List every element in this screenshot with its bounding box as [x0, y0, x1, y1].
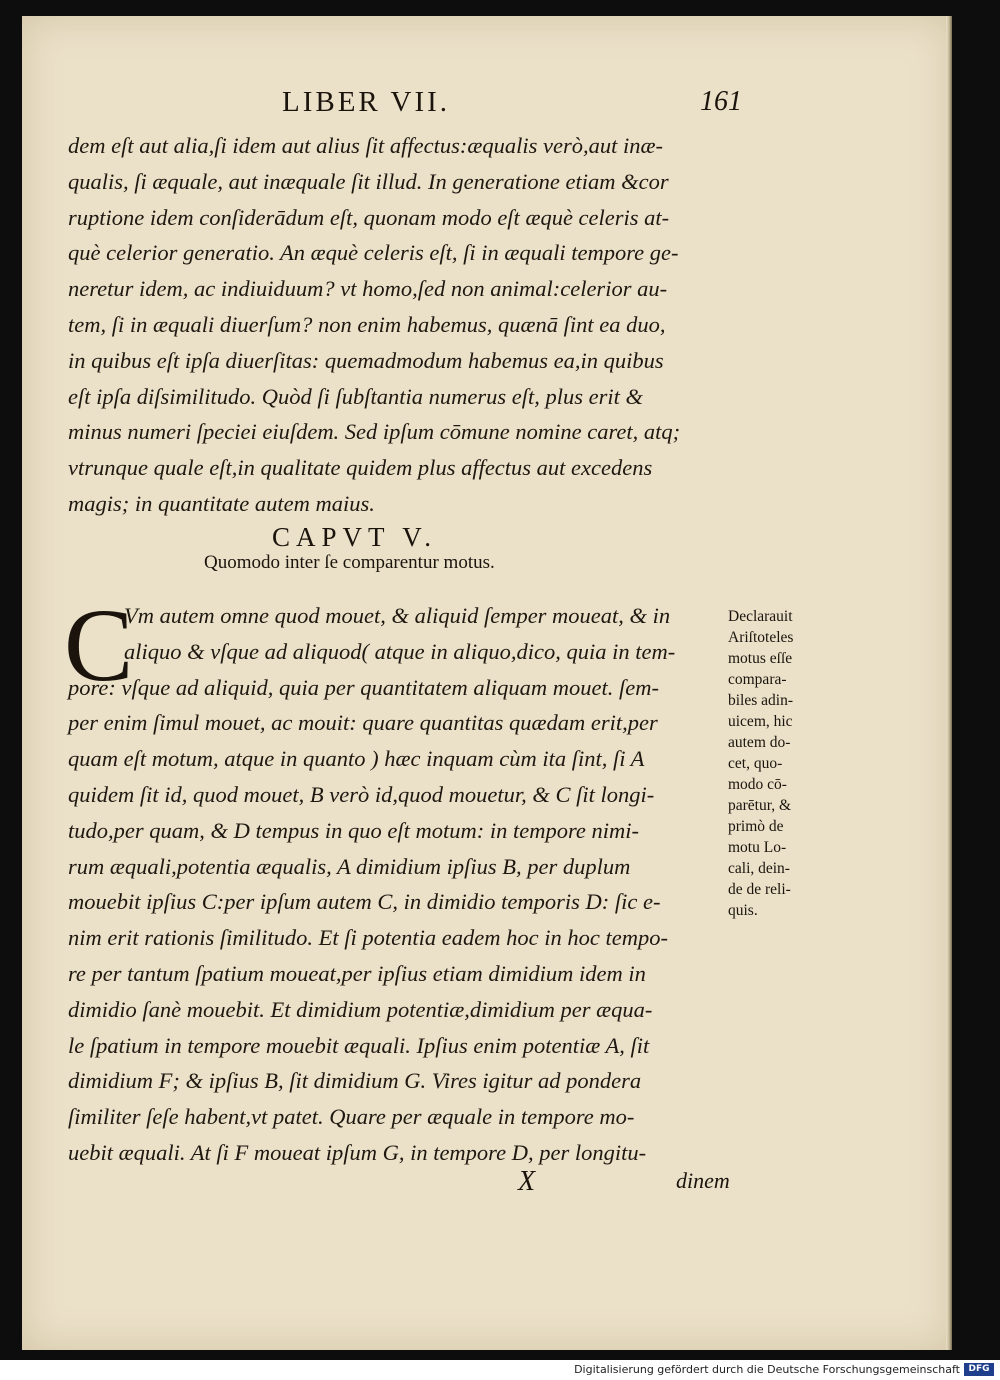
- folio-number: 161: [700, 86, 742, 117]
- margin-line: modo cō-: [728, 776, 787, 793]
- margin-line: motus eſſe: [728, 650, 793, 667]
- body-text: [68, 128, 740, 522]
- text-line: dimidio ſanè mouebit. Et dimidium potentiæ,dimidium per æqua-: [68, 996, 653, 1022]
- text-line: rum æquali,potentia æqualis, A dimidium ipſius B, per duplum: [68, 853, 631, 879]
- text-line: pore: vſque ad aliquid, quia per quantitatem aliquam mouet. ſem-: [68, 674, 659, 700]
- text-line: qualis, ſi æquale, aut inæquale ſit illud. In generatione etiam &cor: [68, 168, 669, 194]
- text-line: tudo,per quam, & D tempus in quo eſt motum: in tempore nimi-: [68, 817, 639, 843]
- catchword: dinem: [676, 1168, 730, 1193]
- text-line: neretur idem, ac indiuiduum? vt homo,ſed non animal:celerior au-: [68, 276, 668, 302]
- dfg-logo-icon: DFG: [964, 1363, 994, 1376]
- chapter-subtitle: Quomodo inter ſe comparentur motus.: [204, 552, 495, 573]
- text-line: tem, ſi in æquali diuerſum? non enim habemus, quænā ſint ea duo,: [68, 311, 666, 337]
- text-line: aliquo & vſque ad aliquod( atque in aliquo,dico, quia in tem-: [124, 638, 676, 664]
- text-line: dem eſt aut alia,ſi idem aut alius ſit affectus:æqualis verò,aut inæ-: [68, 133, 663, 158]
- text-line: in quibus eſt ipſa diuerſitas: quemadmodum habemus ea,in quibus: [68, 347, 664, 373]
- margin-line: quis.: [728, 902, 758, 919]
- page-edge: [946, 16, 952, 1350]
- margin-line: de de reli-: [728, 881, 791, 898]
- margin-line: Declarauit: [728, 608, 793, 625]
- margin-note: [728, 606, 838, 921]
- signature-mark: X: [518, 1166, 536, 1197]
- margin-line: cali, dein-: [728, 860, 790, 877]
- chapter-text: [68, 598, 740, 1171]
- text-line: nim erit rationis ſimilitudo. Et ſi potentia eadem hoc in hoc tempo-: [68, 925, 668, 951]
- text-line: eſt ipſa diſsimilitudo. Quòd ſi ſubſtantia numerus eſt, plus erit &: [68, 383, 644, 409]
- margin-line: cet, quo-: [728, 755, 783, 772]
- margin-line: uicem, hic: [728, 713, 793, 730]
- text-line: re per tantum ſpatium moueat,per ipſius etiam dimidium idem in: [68, 960, 646, 986]
- margin-line: autem do-: [728, 734, 791, 751]
- margin-line: biles adin-: [728, 692, 793, 709]
- text-line: Vm autem omne quod mouet, & aliquid ſemper moueat, & in: [124, 603, 671, 628]
- text-line: le ſpatium in tempore mouebit æquali. Ipſius enim potentiæ A, ſit: [68, 1032, 650, 1058]
- text-line: magis; in quantitate autem maius.: [68, 490, 375, 516]
- footer-bar: [0, 1360, 1000, 1380]
- text-line: quidem ſit id, quod mouet, B verò id,quod mouetur, & C ſit longi-: [68, 781, 655, 807]
- drop-cap: C: [64, 588, 134, 703]
- text-line: vtrunque quale eſt,in qualitate quidem plus affectus aut excedens: [68, 455, 653, 481]
- text-line: uebit æquali. At ſi F moueat ipſum G, in tempore D, per longitu-: [68, 1139, 647, 1165]
- margin-line: parētur, &: [728, 797, 792, 814]
- text-line: minus numeri ſpeciei eiuſdem. Sed ipſum cōmune nomine caret, atq;: [68, 419, 681, 445]
- chapter-heading: CAPVT V.: [272, 522, 438, 552]
- text-line: quam eſt motum, atque in quanto ) hæc inquam cùm ita ſint, ſi A: [68, 746, 645, 772]
- margin-line: Ariſtoteles: [728, 629, 794, 646]
- text-line: mouebit ipſius C:per ipſum autem C, in dimidio temporis D: ſic e-: [68, 889, 661, 915]
- footer-credit: Digitalisierung gefördert durch die Deutsche Forschungsgemeinschaft: [574, 1363, 960, 1376]
- running-title: LIBER VII.: [282, 86, 451, 118]
- margin-line: primò de: [728, 818, 784, 835]
- text-line: ruptione idem conſiderādum eſt, quonam modo eſt æquè celeris at-: [68, 204, 670, 230]
- margin-line: motu Lo-: [728, 839, 787, 856]
- text-line: dimidium F; & ipſius B, ſit dimidium G. Vires igitur ad pondera: [68, 1068, 642, 1094]
- text-line: ſimiliter ſeſe habent,vt patet. Quare per æquale in tempore mo-: [68, 1104, 635, 1130]
- margin-line: compara-: [728, 671, 787, 688]
- text-line: què celerior generatio. An æquè celeris eſt, ſi in æquali tempore ge-: [68, 240, 679, 266]
- text-line: per enim ſimul mouet, ac mouit: quare quantitas quædam erit,per: [68, 710, 658, 736]
